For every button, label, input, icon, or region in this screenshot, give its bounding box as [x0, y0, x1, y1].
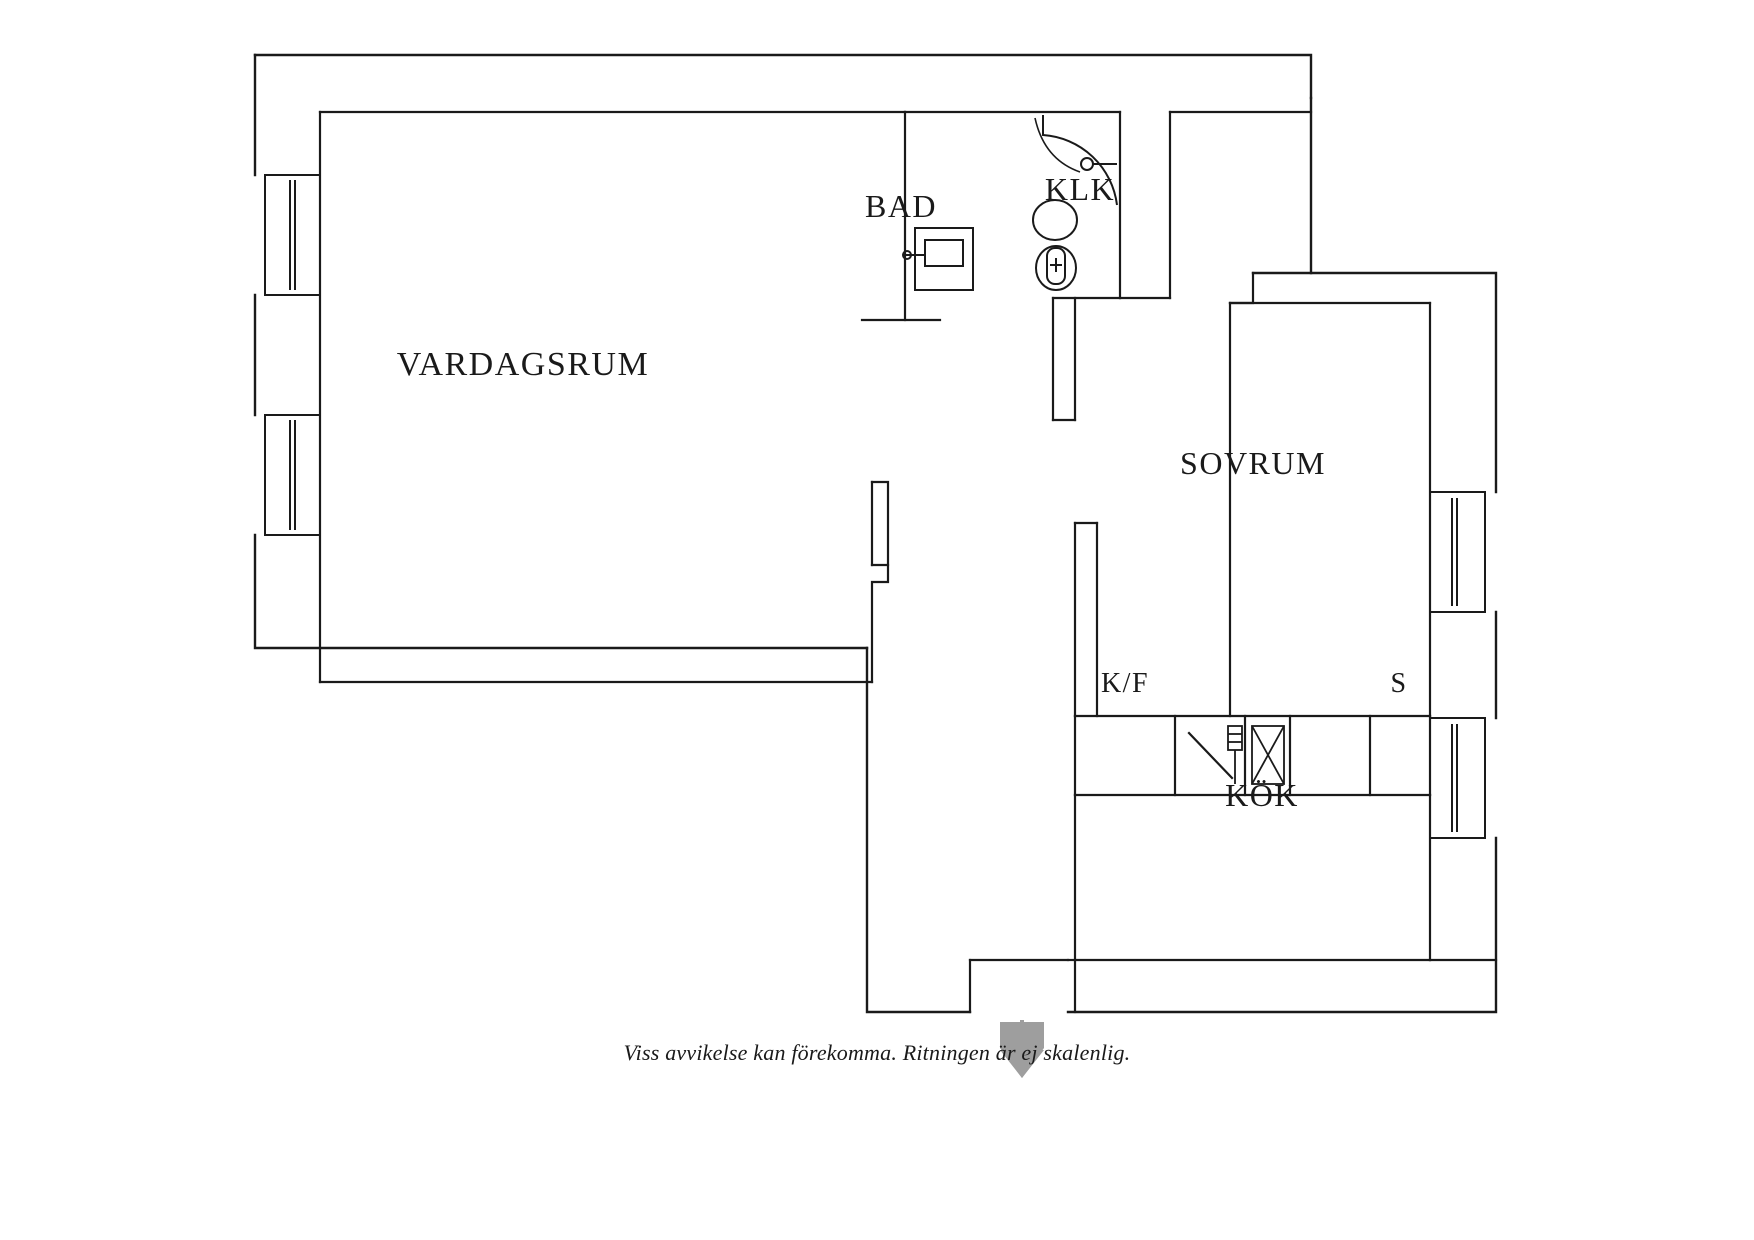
room-label-klk: KLK [1044, 171, 1116, 207]
window-west-lower [265, 415, 320, 535]
appliance-label-kf: K/F [1100, 668, 1150, 699]
disclaimer-text: Viss avvikelse kan förekomma. Ritningen är ej skalenlig. [623, 1040, 1131, 1065]
room-label-kok: KÖK [1225, 777, 1299, 813]
appliance-label-s: S [1390, 668, 1408, 699]
window-group [265, 175, 1485, 838]
room-label-bad: BAD [864, 188, 938, 224]
window-east-kok [1430, 718, 1485, 838]
toilet-icon [1033, 200, 1077, 290]
kitchen-fixtures [1228, 726, 1284, 784]
window-west-upper [265, 175, 320, 295]
window-east-sovrum [1430, 492, 1485, 612]
room-label-sovrum: SOVRUM [1180, 445, 1326, 481]
sink-icon [903, 228, 973, 290]
interior-walls-group [320, 112, 1496, 1012]
kitchen-sink-icon [1252, 726, 1284, 784]
room-label-vardagsrum: VARDAGSRUM [396, 346, 650, 383]
